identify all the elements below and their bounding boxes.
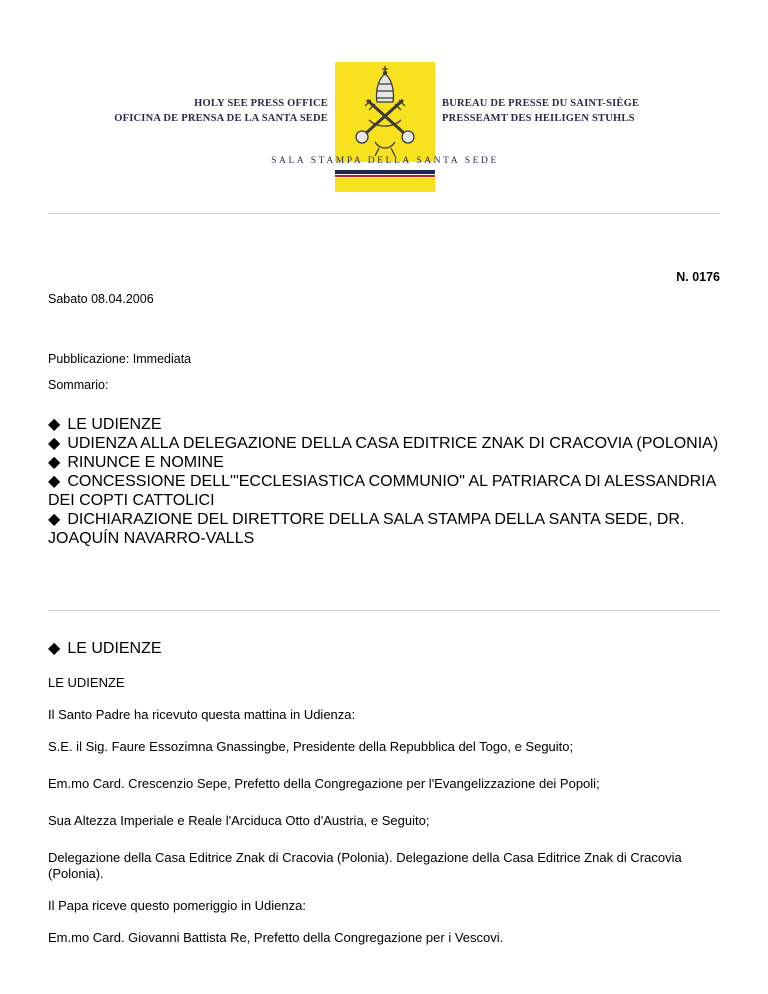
summary-list (48, 415, 728, 548)
header-divider (48, 213, 720, 214)
afternoon-intro: Il Papa riceve questo pomeriggio in Udienza: (48, 898, 306, 913)
bureau-de-presse-label: BUREAU DE PRESSE DU SAINT-SIÈGE (442, 98, 640, 109)
summary-item-rinunce[interactable]: ◆ RINUNCE E NOMINE (48, 454, 224, 471)
holy-see-press-office-label: HOLY SEE PRESS OFFICE (194, 98, 328, 109)
navy-band (335, 170, 435, 174)
oficina-de-prensa-label: OFICINA DE PRENSA DE LA SANTA SEDE (114, 113, 328, 124)
diamond-bullet-icon: ◆ (48, 454, 61, 471)
section-body (48, 675, 738, 962)
press-office-header (0, 0, 768, 200)
bulletin-date: Sabato 08.04.2006 (48, 292, 154, 306)
section-heading: ◆ LE UDIENZE (48, 640, 162, 657)
diamond-bullet-icon: ◆ (48, 435, 61, 452)
diamond-bullet-icon: ◆ (48, 640, 61, 657)
section-divider (48, 610, 720, 611)
red-band (335, 175, 435, 177)
audience-entry: Em.mo Card. Giovanni Battista Re, Prefetto della Congregazione per i Vescovi. (48, 930, 504, 945)
header-right-titles (442, 96, 639, 126)
audience-entry: S.E. il Sig. Faure Essozimna Gnassingbe, Presidente della Repubblica del Togo, e Seguito; (48, 739, 574, 754)
audience-entry: Sua Altezza Imperiale e Reale l'Arciduca Otto d'Austria, e Seguito; (48, 813, 430, 828)
papal-keys-tiara-icon (335, 62, 435, 162)
summary-item-dichiarazione[interactable]: ◆ DICHIARAZIONE DEL DIRETTORE DELLA SALA STAMPA DELLA SANTA SEDE, DR. JOAQUÍN NAVARRO-VALLS (48, 511, 685, 547)
summary-item-communio[interactable]: ◆ CONCESSIONE DELL'"ECCLESIASTICA COMMUNIO" AL PATRIARCA DI ALESSANDRIA DEI COPTI CATTOLICI (48, 473, 716, 509)
bulletin-number: N. 0176 (676, 270, 720, 284)
audience-entry: Em.mo Card. Crescenzio Sepe, Prefetto della Congregazione per l'Evangelizzazione dei Popoli; (48, 776, 600, 791)
summary-item-udienze[interactable]: ◆ LE UDIENZE (48, 416, 162, 433)
audience-entry: Delegazione della Casa Editrice Znak di Cracovia (Polonia). Delegazione della Casa Editrice Znak di Cracovia (Polonia). (48, 850, 682, 881)
morning-intro: Il Santo Padre ha ricevuto questa mattina in Udienza: (48, 707, 356, 722)
yellow-band (335, 178, 435, 192)
sala-stampa-label: SALA STAMPA DELLA SANTA SEDE (271, 156, 499, 166)
diamond-bullet-icon: ◆ (48, 473, 61, 490)
section-subheading: LE UDIENZE (48, 675, 125, 690)
presseamt-label: PRESSEAMT DES HEILIGEN STUHLS (442, 113, 635, 124)
papal-emblem (335, 62, 435, 162)
summary-item-znak[interactable]: ◆ UDIENZA ALLA DELEGAZIONE DELLA CASA EDITRICE ZNAK DI CRACOVIA (POLONIA) (48, 435, 719, 452)
diamond-bullet-icon: ◆ (48, 416, 61, 433)
summary-label: Sommario: (48, 378, 109, 392)
header-left-titles (114, 96, 328, 126)
publication-status: Pubblicazione: Immediata (48, 352, 192, 366)
diamond-bullet-icon: ◆ (48, 511, 61, 528)
